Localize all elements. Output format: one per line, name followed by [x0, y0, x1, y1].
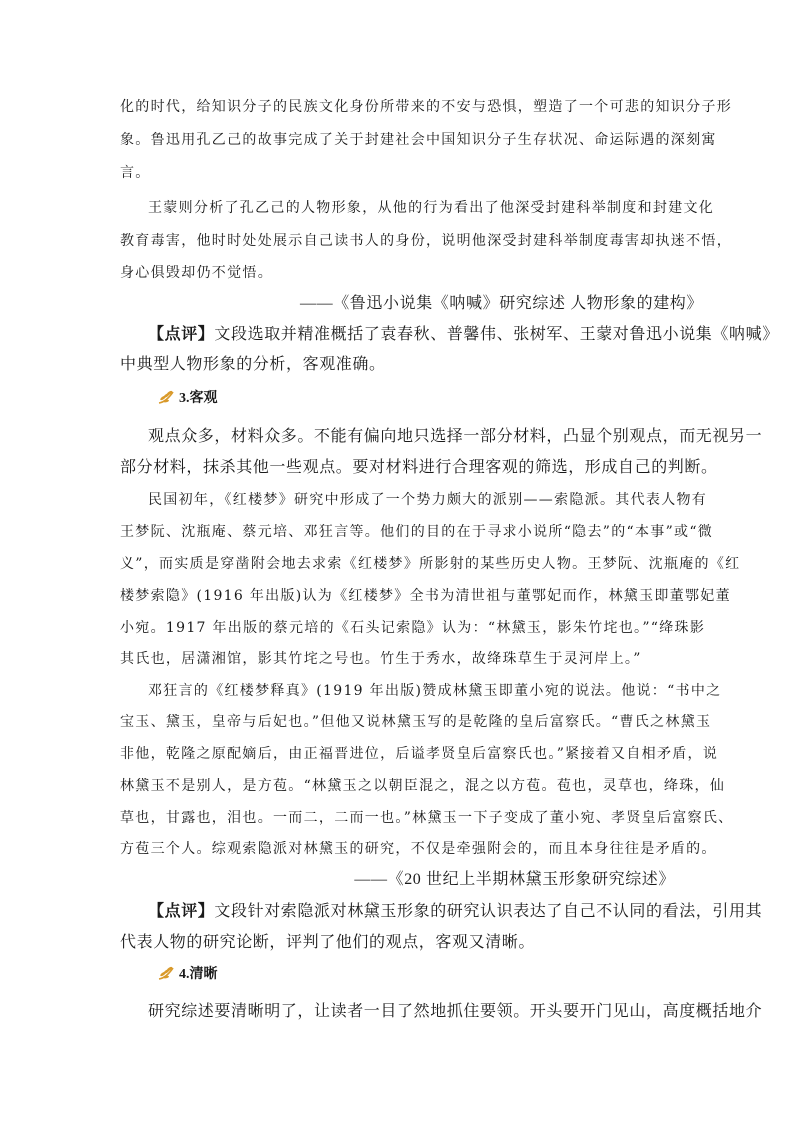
quote-line: 宝玉、黛玉，皇帝与后妃也。”但他又说林黛玉写的是乾隆的皇后富察氏。“曹氏之林黛玉: [120, 714, 712, 730]
quote-line: 邓狂言的《红楼梦释真》(1919 年出版)赞成林黛玉即董小宛的说法。他说：“书中之: [148, 683, 722, 699]
comment-line: 【点评】文段针对索隐派对林黛玉形象的研究认识表达了自己不认同的看法，引用其: [148, 903, 763, 920]
quote-line: 王蒙则分析了孔乙己的人物形象，从他的行为看出了他深受封建科举制度和封建文化: [148, 200, 715, 216]
quote-line: 身心俱毁却仍不觉悟。: [120, 265, 273, 281]
wheat-icon: [157, 389, 175, 405]
paragraph-line: 观点众多，材料众多。不能有偏向地只选择一部分材料，凸显个别观点，而无视另一: [148, 428, 763, 445]
section-heading-text: 3.客观: [179, 391, 218, 406]
comment-line: 【点评】文段选取并精准概括了袁春秋、普馨伟、张树军、王蒙对鲁迅小说集《呐喊》: [148, 326, 779, 343]
quote-line: 王梦阮、沈瓶庵、蔡元培、邓狂言等。他们的目的在于寻求小说所“隐去”的“本事”或“微: [120, 524, 714, 540]
citation-source: ——《20 世纪上半期林黛玉形象研究综述》: [354, 871, 675, 888]
quote-line: 化的时代，给知识分子的民族文化身份所带来的不安与恐惧，塑造了一个可悲的知识分子形: [120, 99, 732, 115]
quote-line: 教育毒害，他时时处处展示自己读书人的身份，说明他深受封建科举制度毒害却执迷不悟，: [120, 233, 732, 249]
comment-line: 中典型人物形象的分析，客观准确。: [120, 356, 386, 373]
citation-source: ——《鲁迅小说集《呐喊》研究综述 人物形象的建构》: [300, 295, 704, 312]
quote-line: 林黛玉不是别人，是方苞。“林黛玉之以朝臣混之，混之以方苞。苞也，灵草也，绛珠，仙: [120, 778, 726, 794]
paragraph-line: 部分材料，抹杀其他一些观点。要对材料进行合理客观的筛选，形成自己的判断。: [120, 459, 718, 476]
quote-line: 言。: [120, 165, 151, 181]
quote-line: 民国初年，《红楼梦》研究中形成了一个势力颇大的派别——索隐派。其代表人物有: [148, 492, 708, 508]
comment-line: 代表人物的研究论断，评判了他们的观点，客观又清晰。: [120, 934, 536, 951]
quote-line: 小宛。1917 年出版的蔡元培的《石头记索隐》认为：“林黛玉，影朱竹垞也。”“绛珠影: [120, 620, 706, 636]
section-heading-text: 4.清晰: [179, 967, 218, 982]
quote-line: 非他，乾隆之原配嫡后，由正福晋进位，后谥孝贤皇后富察氏也。”紧接着又自相矛盾，说: [120, 746, 719, 762]
quote-line: 方苞三个人。综观索隐派对林黛玉的研究，不仅是牵强附会的，而且本身往往是矛盾的。: [120, 841, 717, 857]
section-heading-3: [157, 387, 218, 407]
quote-line: 义”，而实质是穿凿附会地去求索《红楼梦》所影射的某些历史人物。王梦阮、沈瓶庵的《红: [120, 556, 741, 572]
quote-line: 象。鲁迅用孔乙己的故事完成了关于封建社会中国知识分子生存状况、命运际遇的深刻寓: [120, 132, 717, 148]
comment-label: 【点评】: [148, 903, 215, 920]
quote-line: 楼梦索隐》(1916 年出版)认为《红楼梦》全书为清世祖与董鄂妃而作，林黛玉即董鄂妃董: [120, 588, 731, 604]
quote-line: 其氏也，居潇湘馆，影其竹垞之号也。竹生于秀水，故绛珠草生于灵河岸上。”: [120, 651, 642, 667]
comment-label: 【点评】: [148, 326, 215, 343]
wheat-icon: [157, 965, 175, 981]
section-heading-4: [157, 963, 218, 983]
paragraph-line: 研究综述要清晰明了，让读者一目了然地抓住要领。开头要开门见山，高度概括地介: [148, 1003, 763, 1020]
quote-line: 草也，甘露也，泪也。一而二，二而一也。”林黛玉一下子变成了董小宛、孝贤皇后富察氏、: [120, 810, 734, 826]
